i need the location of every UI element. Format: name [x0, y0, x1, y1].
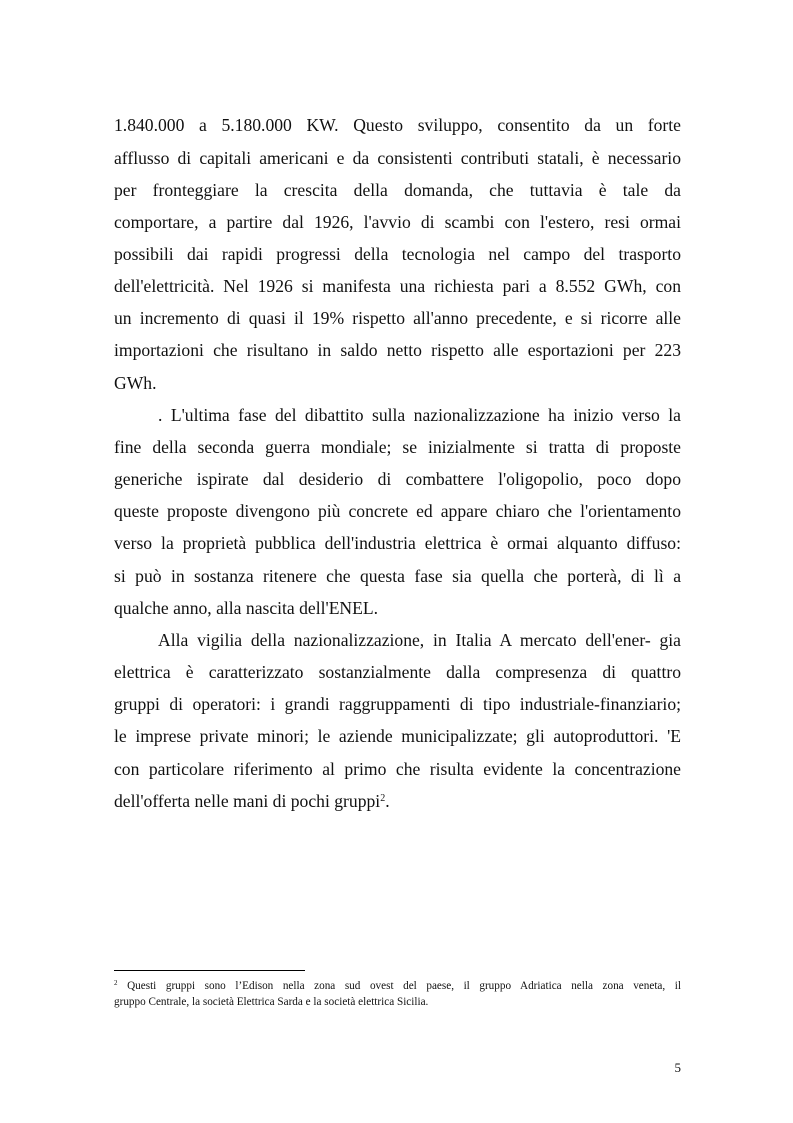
body-line: . L'ultima fase del dibattito sulla nazionalizzazione ha inizio verso la [158, 405, 681, 425]
footnote-separator [114, 970, 305, 971]
body-line: le imprese private minori; le aziende municipalizzate; gli autoproduttori. 'E [114, 726, 681, 746]
body-line: si può in sostanza ritenere che questa fase sia quella che porterà, di lì a [114, 566, 681, 586]
body-line: 1.840.000 a 5.180.000 KW. Questo sviluppo, consentito da un forte [114, 115, 681, 135]
body-line: comportare, a partire dal 1926, l'avvio di scambi con l'estero, resi ormai [114, 212, 681, 232]
footnote-text: Questi gruppi sono l’Edison nella zona sud ovest del paese, il gruppo Adriatica nella zona veneta, il [117, 980, 681, 992]
body-line: con particolare riferimento al primo che risulta evidente la concentrazione [114, 759, 681, 779]
body-line-last [114, 790, 681, 812]
page-number: 5 [674, 1060, 681, 1075]
body-text: dell'offerta nelle mani di pochi gruppi [114, 791, 381, 811]
body-text: . [385, 791, 390, 811]
body-line: qualche anno, alla nascita dell'ENEL. [114, 598, 379, 618]
footnote-marker: 2 [114, 979, 118, 987]
body-line: dell'elettricità. Nel 1926 si manifesta una richiesta pari a 8.552 GWh, con [114, 276, 681, 296]
body-line: importazioni che risultano in saldo netto rispetto alle esportazioni per 223 [114, 340, 681, 360]
body-line: elettrica è caratterizzato sostanzialmente dalla compresenza di quattro [114, 662, 681, 682]
body-line: possibili dai rapidi progressi della tecnologia nel campo del trasporto [114, 244, 681, 264]
body-line: un incremento di quasi il 19% rispetto all'anno precedente, e si ricorre alle [114, 308, 681, 328]
body-line: generiche ispirate dal desiderio di combattere l'oligopolio, poco dopo [114, 469, 681, 489]
body-line: verso la proprietà pubblica dell'industria elettrica è ormai alquanto diffuso: [114, 533, 681, 553]
body-line: afflusso di capitali americani e da consistenti contributi statali, è necessario [114, 148, 681, 168]
body-line: GWh. [114, 373, 157, 393]
body-line: gruppi di operatori: i grandi raggruppamenti di tipo industriale-finanziario; [114, 694, 681, 714]
body-line: per fronteggiare la crescita della domanda, che tuttavia è tale da [114, 180, 681, 200]
body-line: queste proposte divengono più concrete ed appare chiaro che l'orientamento [114, 501, 681, 521]
footnote-line: gruppo Centrale, la società Elettrica Sarda e la società elettrica Sicilia. [114, 996, 429, 1008]
body-line: Alla vigilia della nazionalizzazione, in Italia A mercato dell'ener- gia [158, 630, 681, 650]
body-line: fine della seconda guerra mondiale; se inizialmente si tratta di proposte [114, 437, 681, 457]
footnote-reference[interactable]: 2 [380, 793, 386, 804]
footnote-line [114, 979, 681, 993]
